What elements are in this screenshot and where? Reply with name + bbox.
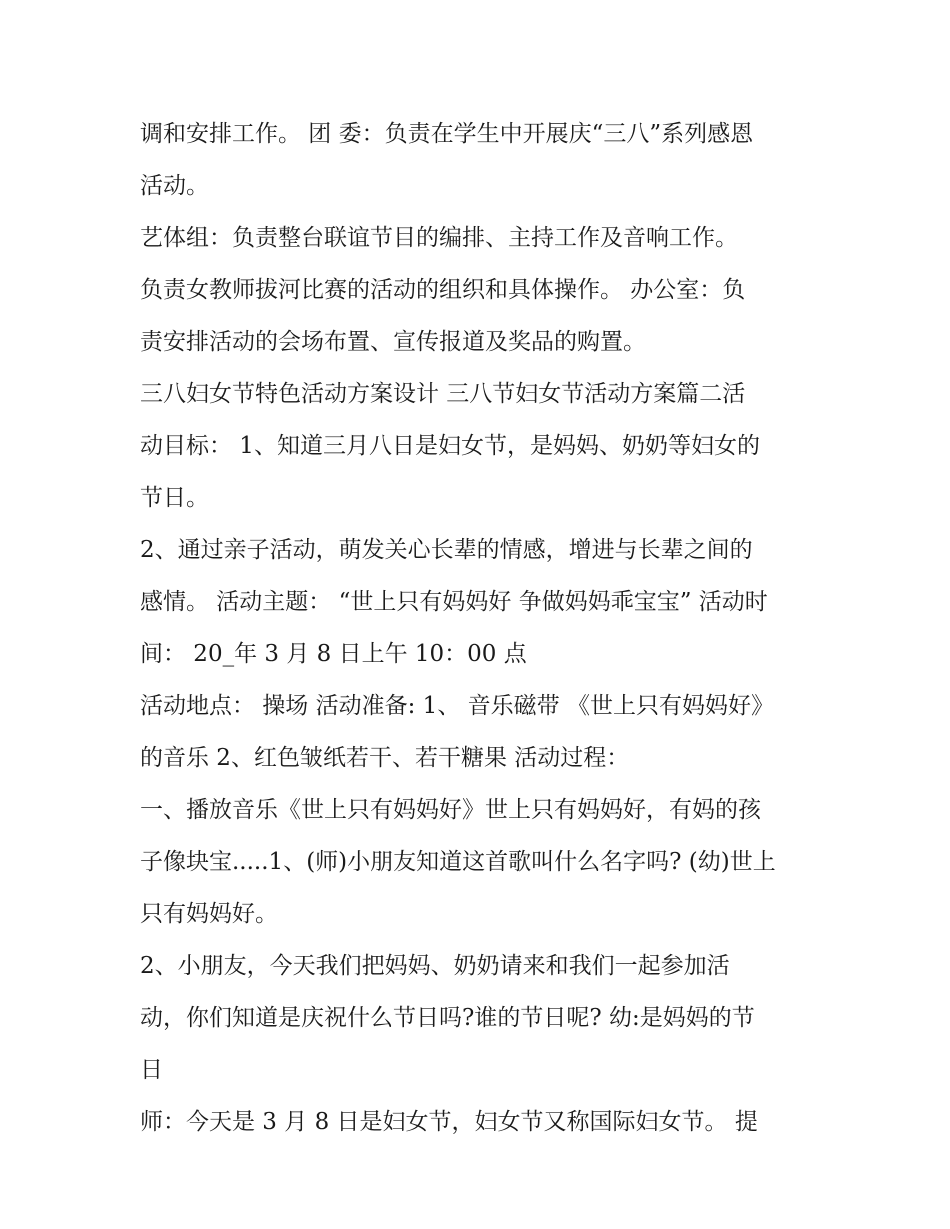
text-line: 节日。 bbox=[140, 485, 209, 511]
text-line: 负责女教师拔河比赛的活动的组织和具体操作。 办公室：负 bbox=[140, 277, 746, 303]
text-line: 感情。 活动主题： “世上只有妈妈好 争做妈妈乖宝宝” 活动时 bbox=[140, 589, 768, 615]
text-line: 艺体组：负责整台联谊节目的编排、主持工作及音响工作。 bbox=[140, 225, 738, 251]
text-line: 师：今天是 3 月 8 日是妇女节，妇女节又称国际妇女节。 提 bbox=[140, 1109, 758, 1135]
text-line: 只有妈妈好。 bbox=[140, 901, 278, 927]
text-line: 子像块宝.....1、(师)小朋友知道这首歌叫什么名字吗? (幼)世上 bbox=[140, 849, 776, 875]
text-line: 一、播放音乐《世上只有妈妈好》世上只有妈妈好，有妈的孩 bbox=[140, 797, 761, 823]
text-line: 2、小朋友，今天我们把妈妈、奶奶请来和我们一起参加活 bbox=[140, 953, 730, 979]
text-line: 间： 20_年 3 月 8 日上午 10：00 点 bbox=[140, 641, 527, 667]
text-line: 三八妇女节特色活动方案设计 三八节妇女节活动方案篇二活 bbox=[140, 381, 746, 407]
text-line: 活动地点： 操场 活动准备: 1、 音乐磁带 《世上只有妈妈好》 bbox=[140, 693, 774, 719]
text-line: 调和安排工作。 团 委：负责在学生中开展庆“三八”系列感恩 bbox=[140, 121, 754, 147]
text-line: 动，你们知道是庆祝什么节日吗?谁的节日呢? 幼:是妈妈的节 bbox=[140, 1005, 755, 1031]
text-line: 活动。 bbox=[140, 173, 209, 199]
text-line: 责安排活动的会场布置、宣传报道及奖品的购置。 bbox=[140, 329, 646, 355]
text-line: 动目标： 1、知道三月八日是妇女节，是妈妈、奶奶等妇女的 bbox=[140, 433, 760, 459]
text-line: 日 bbox=[140, 1057, 163, 1083]
text-line: 2、通过亲子活动，萌发关心长辈的情感，增进与长辈之间的 bbox=[140, 537, 753, 563]
document-body bbox=[140, 108, 820, 1148]
text-line: 的音乐 2、红色皱纸若干、若干糖果 活动过程： bbox=[140, 745, 630, 771]
